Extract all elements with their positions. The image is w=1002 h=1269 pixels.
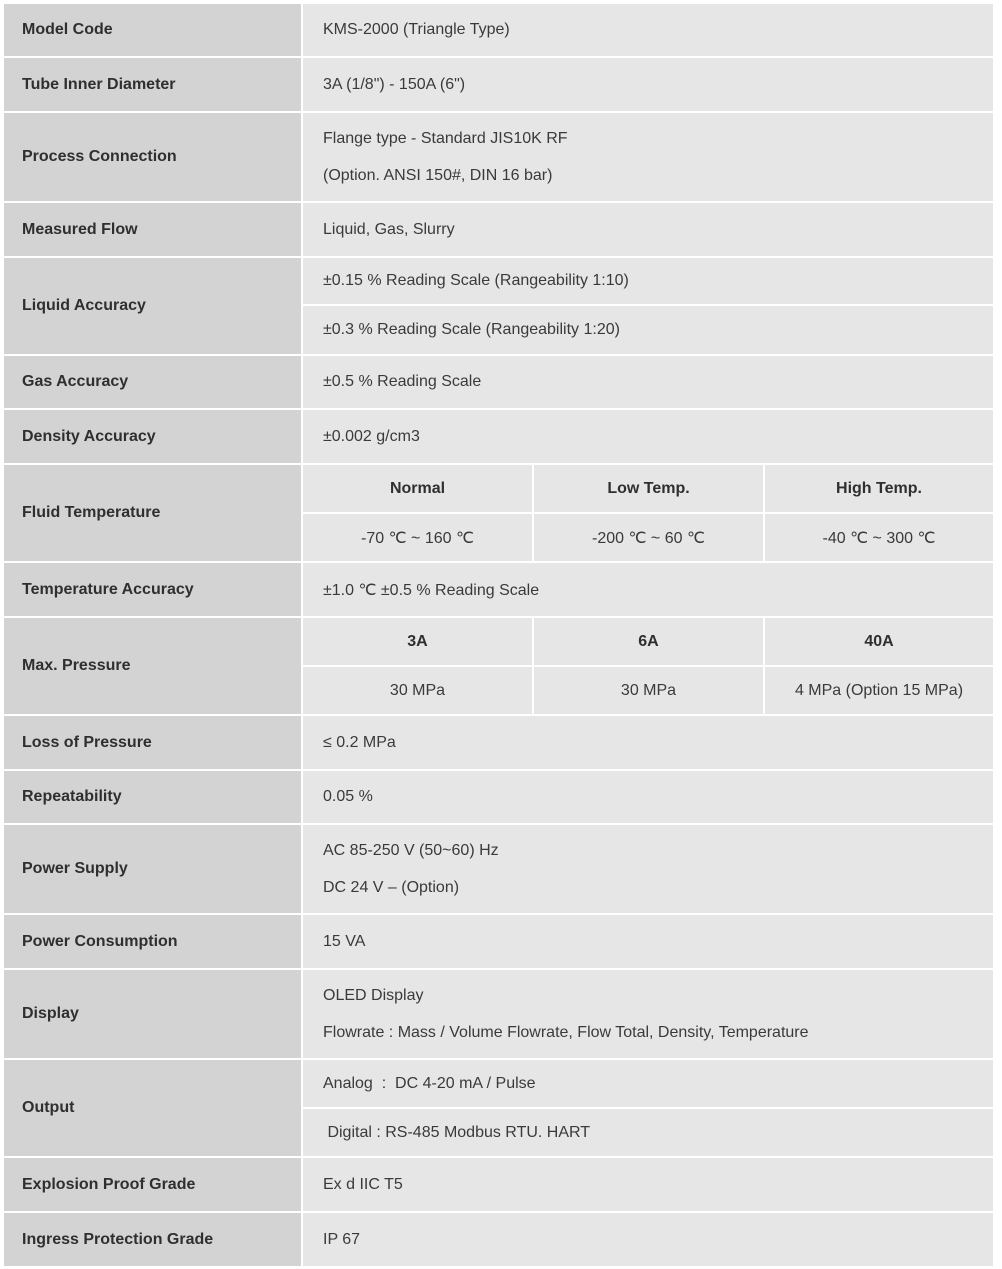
row-value-liquid-accuracy-1: ±0.15 % Reading Scale (Rangeability 1:10) [303,258,993,304]
row-value-repeatability: 0.05 % [303,771,993,823]
process-connection-line-2: (Option. ANSI 150#, DIN 16 bar) [323,167,553,184]
row-value-explosion-proof: Ex d IIC T5 [303,1158,993,1211]
row-label-liquid-accuracy: Liquid Accuracy [4,258,301,354]
pressure-header-3a: 3A [303,618,532,665]
pressure-header-40a: 40A [765,618,993,665]
fluid-temp-header-low: Low Temp. [534,465,763,512]
row-label-model-code: Model Code [4,4,301,56]
fluid-temp-value-low: -200 ℃ ~ 60 ℃ [534,514,763,561]
fluid-temp-header-normal: Normal [303,465,532,512]
power-supply-line-1: AC 85-250 V (50~60) Hz [323,842,499,859]
row-value-output-digital: Digital : RS-485 Modbus RTU. HART [303,1109,993,1156]
row-value-power-supply [303,825,993,913]
row-value-ingress-protection: IP 67 [303,1213,993,1266]
row-value-loss-of-pressure: ≤ 0.2 MPa [303,716,993,769]
row-value-model-code: KMS-2000 (Triangle Type) [303,4,993,56]
row-value-tube-diameter: 3A (1/8") - 150A (6") [303,58,993,111]
fluid-temp-value-normal: -70 ℃ ~ 160 ℃ [303,514,532,561]
row-label-gas-accuracy: Gas Accuracy [4,356,301,408]
pressure-value-3a: 30 MPa [303,667,532,714]
row-label-loss-of-pressure: Loss of Pressure [4,716,301,769]
display-line-2: Flowrate : Mass / Volume Flowrate, Flow Total, Density, Temperature [323,1024,809,1041]
row-label-fluid-temperature: Fluid Temperature [4,465,301,561]
row-label-max-pressure: Max. Pressure [4,618,301,714]
pressure-value-40a: 4 MPa (Option 15 MPa) [765,667,993,714]
row-label-density-accuracy: Density Accuracy [4,410,301,463]
row-label-tube-diameter: Tube Inner Diameter [4,58,301,111]
row-value-measured-flow: Liquid, Gas, Slurry [303,203,993,256]
row-label-explosion-proof: Explosion Proof Grade [4,1158,301,1211]
row-value-process-connection [303,113,993,201]
fluid-temp-header-high: High Temp. [765,465,993,512]
pressure-value-6a: 30 MPa [534,667,763,714]
row-label-display: Display [4,970,301,1058]
display-line-1: OLED Display [323,987,424,1004]
row-value-liquid-accuracy-2: ±0.3 % Reading Scale (Rangeability 1:20) [303,306,993,354]
row-value-density-accuracy: ±0.002 g/cm3 [303,410,993,463]
power-supply-line-2: DC 24 V – (Option) [323,879,460,896]
row-value-gas-accuracy: ±0.5 % Reading Scale [303,356,993,408]
row-label-power-supply: Power Supply [4,825,301,913]
row-label-power-consumption: Power Consumption [4,915,301,968]
fluid-temp-value-high: -40 ℃ ~ 300 ℃ [765,514,993,561]
row-label-ingress-protection: Ingress Protection Grade [4,1213,301,1266]
row-value-power-consumption: 15 VA [303,915,993,968]
row-value-display [303,970,993,1058]
pressure-header-6a: 6A [534,618,763,665]
row-label-repeatability: Repeatability [4,771,301,823]
process-connection-line-1: Flange type - Standard JIS10K RF [323,130,568,147]
row-label-temperature-accuracy: Temperature Accuracy [4,563,301,616]
row-label-output: Output [4,1060,301,1156]
row-label-measured-flow: Measured Flow [4,203,301,256]
row-value-temperature-accuracy: ±1.0 ℃ ±0.5 % Reading Scale [303,563,993,616]
row-label-process-connection: Process Connection [4,113,301,201]
row-value-output-analog: Analog : DC 4-20 mA / Pulse [303,1060,993,1107]
